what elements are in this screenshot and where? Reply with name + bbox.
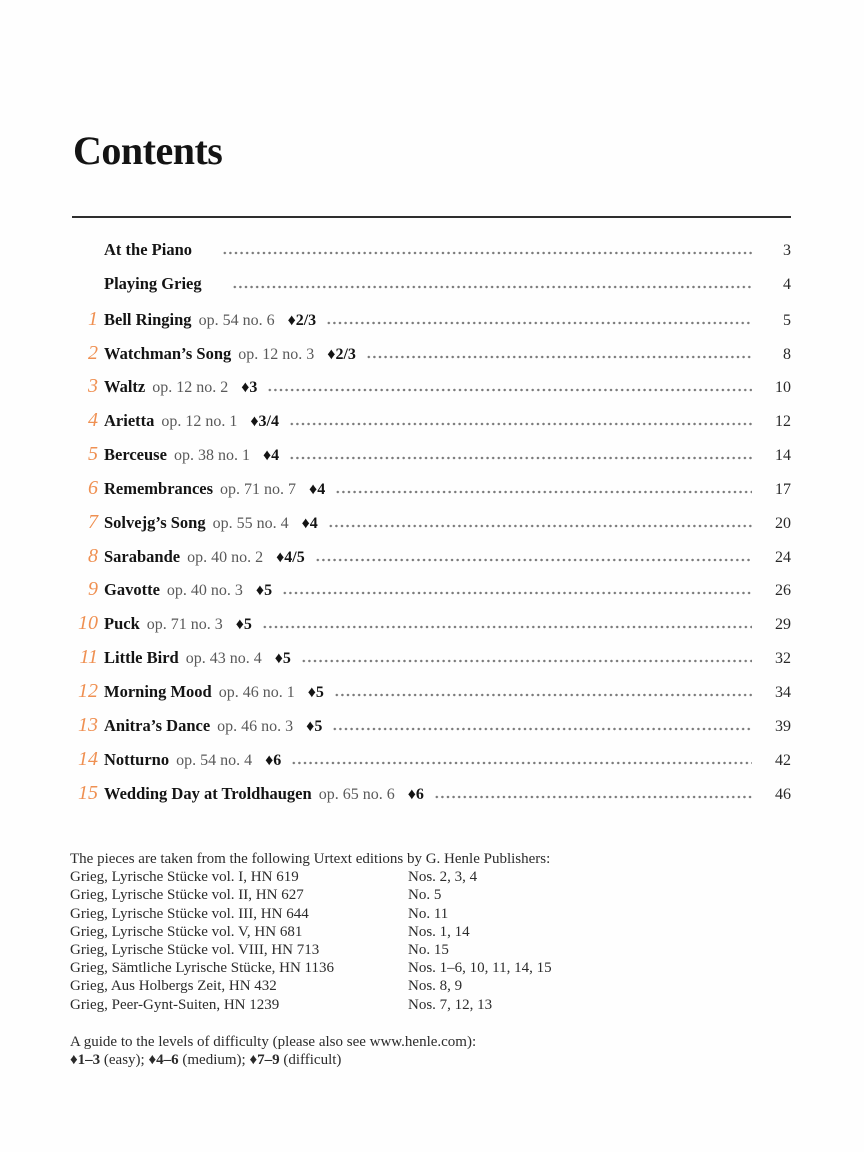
edition-row [70, 886, 690, 904]
edition-name: Grieg, Lyrische Stücke vol. III, HN 644 [70, 905, 309, 922]
page-title: Contents [73, 127, 223, 173]
dotted-leader [366, 354, 752, 359]
dotted-leader [301, 658, 752, 663]
toc-entry-page: 17 [775, 480, 791, 498]
toc-entry-page: 10 [775, 379, 791, 397]
toc-entry-title: Wedding Day at Troldhaugen [104, 783, 312, 803]
toc-entry-opus: op. 55 no. 4 [212, 514, 289, 532]
edition-name: Grieg, Sämtliche Lyrische Stücke, HN 1136 [70, 960, 334, 977]
dotted-leader [267, 387, 752, 392]
toc-entry [72, 612, 791, 646]
difficulty-level [70, 1052, 148, 1068]
difficulty-guide-intro: A guide to the levels of difficulty (please also see www.henle.com): [70, 1033, 477, 1050]
toc-entry-number: 13 [78, 713, 98, 736]
difficulty-range: ♦7–9 [249, 1052, 280, 1069]
toc-entry-page: 42 [775, 751, 791, 769]
toc-entry-number: 8 [88, 544, 98, 567]
edition-numbers: Nos. 1–6, 10, 11, 14, 15 [408, 960, 552, 977]
toc-entry-number: 10 [78, 612, 98, 635]
edition-numbers: No. 15 [408, 942, 449, 959]
toc-entry-title: Morning Mood [104, 681, 212, 701]
edition-numbers: No. 11 [408, 905, 449, 922]
toc-entry-opus: op. 46 no. 1 [218, 683, 295, 701]
toc-entry-opus: op. 71 no. 3 [146, 616, 223, 634]
difficulty-label: (medium); [178, 1052, 250, 1069]
toc-entry-number: 7 [88, 510, 98, 533]
horizontal-rule [72, 216, 791, 218]
toc-entry-opus: op. 46 no. 3 [217, 717, 294, 735]
edition-name: Grieg, Aus Holbergs Zeit, HN 432 [70, 978, 277, 995]
toc-entry-difficulty: ♦5 [274, 650, 291, 668]
dotted-leader [434, 794, 752, 799]
toc-entry [72, 477, 791, 511]
toc-entry-opus: op. 40 no. 3 [166, 582, 243, 600]
toc-entry-opus: op. 38 no. 1 [173, 447, 250, 465]
edition-row [70, 868, 690, 886]
edition-name: Grieg, Lyrische Stücke vol. V, HN 681 [70, 923, 303, 940]
toc-entry [72, 409, 791, 443]
edition-name: Grieg, Peer-Gynt-Suiten, HN 1239 [70, 996, 280, 1013]
toc-entry-title: Remembrances [104, 478, 214, 498]
toc-entry-page: 4 [783, 275, 791, 293]
edition-row [70, 959, 690, 977]
toc-entry-difficulty: ♦6 [407, 785, 424, 803]
toc-entry [72, 748, 791, 782]
toc-entry-difficulty: ♦4/5 [276, 548, 305, 566]
toc-entry [72, 274, 791, 308]
toc-entry-opus: op. 71 no. 7 [220, 480, 297, 498]
toc-entry-difficulty: ♦6 [265, 751, 282, 769]
toc-entry [72, 545, 791, 579]
editions-list [70, 868, 690, 1014]
toc-entry-page: 29 [775, 616, 791, 634]
toc-entry-title: Arietta [104, 411, 155, 431]
dotted-leader [334, 692, 752, 697]
toc-entry-page: 26 [775, 582, 791, 600]
toc-entry-page: 8 [783, 345, 791, 363]
toc-entry-title: Notturno [104, 749, 170, 769]
toc-entry-title: At the Piano [104, 240, 192, 259]
toc-entry-title: Berceuse [104, 445, 167, 465]
edition-row [70, 923, 690, 941]
toc-entry [72, 443, 791, 477]
toc-entry-difficulty: ♦4 [262, 447, 280, 465]
toc-entry-difficulty: ♦5 [306, 717, 323, 735]
toc-entry [72, 578, 791, 612]
toc-entry-title: Sarabande [104, 546, 181, 566]
difficulty-guide-line [70, 1051, 690, 1069]
toc-entry-number: 2 [88, 341, 98, 364]
toc-entry [72, 240, 791, 274]
toc-entry [72, 342, 791, 376]
difficulty-label: (difficult) [279, 1052, 342, 1069]
toc-entry-number: 12 [78, 679, 98, 702]
toc-entry-opus: op. 12 no. 2 [152, 379, 229, 397]
toc-entry-difficulty: ♦5 [235, 616, 252, 634]
toc-entry-title: Watchman’s Song [104, 343, 232, 363]
edition-row [70, 941, 690, 959]
toc-entry-difficulty: ♦3 [241, 379, 258, 397]
toc-entry-number: 11 [79, 646, 98, 669]
toc-entry-title: Little Bird [104, 648, 179, 668]
dotted-leader [332, 726, 752, 731]
edition-numbers: Nos. 1, 14 [408, 923, 470, 940]
dotted-leader [289, 455, 752, 460]
dotted-leader [335, 489, 752, 494]
difficulty-range: ♦1–3 [70, 1052, 101, 1069]
toc-entry-opus: op. 54 no. 6 [198, 311, 275, 329]
toc-entry-difficulty: ♦3/4 [250, 413, 279, 431]
dotted-leader [222, 250, 752, 255]
toc-entry-page: 34 [775, 683, 791, 701]
edition-row [70, 996, 690, 1014]
toc-entry [72, 511, 791, 545]
difficulty-level [249, 1052, 341, 1068]
toc-entry-number: 15 [78, 781, 98, 804]
edition-numbers: No. 5 [408, 887, 442, 904]
dotted-leader [282, 590, 752, 595]
edition-name: Grieg, Lyrische Stücke vol. I, HN 619 [70, 869, 299, 886]
dotted-leader [232, 284, 752, 289]
toc-entry-difficulty: ♦2/3 [327, 345, 356, 363]
toc-entry-number: 5 [88, 443, 98, 466]
toc-entry [72, 782, 791, 816]
toc-entry-title: Gavotte [104, 580, 160, 600]
toc-entry-difficulty: ♦5 [307, 683, 324, 701]
toc-entry-opus: op. 54 no. 4 [176, 751, 253, 769]
toc-entry-number: 6 [88, 476, 98, 499]
toc-entry-title: Puck [104, 614, 140, 634]
toc-entry-page: 32 [775, 650, 791, 668]
toc-entry-title: Waltz [104, 377, 146, 397]
toc-entry [72, 308, 791, 342]
toc-entry-number: 4 [88, 409, 98, 432]
difficulty-label: (easy); [100, 1052, 149, 1069]
toc-entry [72, 680, 791, 714]
toc-entry-title: Bell Ringing [104, 309, 192, 329]
dotted-leader [328, 523, 752, 528]
toc-entry-title: Anitra’s Dance [104, 715, 211, 735]
table-of-contents [72, 240, 791, 815]
edition-numbers: Nos. 8, 9 [408, 978, 463, 995]
toc-entry-number: 9 [88, 578, 98, 601]
toc-entry [72, 714, 791, 748]
dotted-leader [262, 624, 752, 629]
edition-numbers: Nos. 2, 3, 4 [408, 869, 478, 886]
footnotes [70, 850, 690, 1069]
toc-entry-page: 39 [775, 717, 791, 735]
toc-entry-page: 20 [775, 514, 791, 532]
toc-entry-opus: op. 12 no. 1 [161, 413, 238, 431]
edition-name: Grieg, Lyrische Stücke vol. VIII, HN 713 [70, 942, 320, 959]
toc-entry-page: 12 [775, 413, 791, 431]
toc-entry-difficulty: ♦4 [301, 514, 318, 532]
toc-entry-opus: op. 12 no. 3 [238, 345, 315, 363]
edition-row [70, 977, 690, 995]
edition-name: Grieg, Lyrische Stücke vol. II, HN 627 [70, 887, 304, 904]
edition-row [70, 905, 690, 923]
toc-entry-opus: op. 43 no. 4 [185, 650, 262, 668]
toc-entry-opus: op. 40 no. 2 [187, 548, 264, 566]
edition-numbers: Nos. 7, 12, 13 [408, 996, 493, 1013]
difficulty-guide [70, 1033, 690, 1069]
toc-entry-number: 14 [78, 747, 98, 770]
dotted-leader [291, 760, 752, 765]
dotted-leader [326, 320, 752, 325]
toc-entry [72, 375, 791, 409]
editions-intro: The pieces are taken from the following Urtext editions by G. Henle Publishers: [70, 851, 551, 867]
toc-entry-page: 3 [783, 242, 791, 259]
toc-entry [72, 646, 791, 680]
toc-entry-title: Solvejg’s Song [104, 512, 206, 532]
toc-entry-title: Playing Grieg [104, 273, 202, 293]
dotted-leader [289, 421, 752, 426]
dotted-leader [315, 557, 752, 562]
toc-entry-page: 46 [775, 785, 791, 803]
toc-entry-page: 14 [775, 447, 791, 465]
toc-entry-difficulty: ♦4 [309, 480, 326, 498]
toc-entry-number: 1 [88, 307, 98, 330]
toc-entry-page: 5 [783, 311, 791, 329]
toc-entry-page: 24 [775, 548, 791, 566]
toc-entry-opus: op. 65 no. 6 [318, 785, 395, 803]
toc-entry-difficulty: ♦2/3 [287, 311, 317, 329]
toc-entry-difficulty: ♦5 [255, 582, 273, 600]
toc-entry-number: 3 [88, 375, 98, 398]
difficulty-level [148, 1052, 249, 1068]
difficulty-range: ♦4–6 [148, 1052, 179, 1069]
